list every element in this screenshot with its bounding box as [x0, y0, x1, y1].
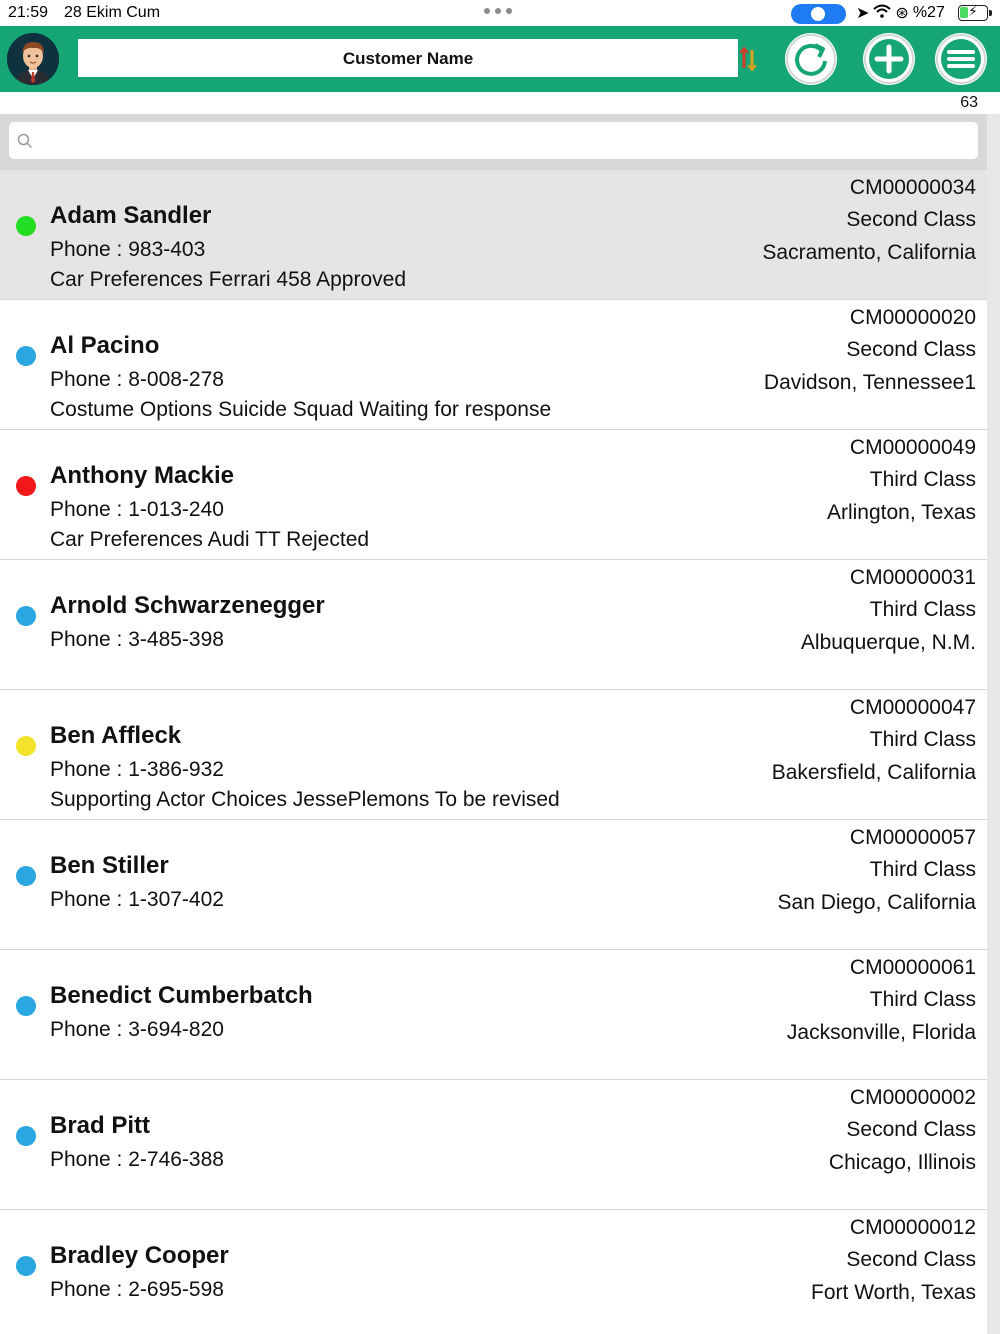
sort-icon[interactable] [738, 46, 758, 72]
battery-icon: ⚡ [958, 5, 988, 21]
customer-code: CM00000049 [849, 436, 976, 459]
customer-code: CM00000057 [849, 826, 976, 849]
customer-class: Third Class [869, 598, 976, 621]
list-item[interactable] [0, 950, 987, 1080]
customer-code: CM00000061 [849, 956, 976, 979]
customer-location: San Diego, California [777, 891, 976, 914]
customer-preference: Costume Options Suicide Squad Waiting for response [50, 398, 552, 421]
page-title: Customer Name [342, 49, 474, 68]
rotation-lock-icon: ⊛ [895, 5, 909, 22]
customer-name: Anthony Mackie [50, 462, 235, 489]
status-dot [16, 346, 36, 366]
customer-phone: Phone : 983-403 [50, 238, 206, 261]
customer-code: CM00000034 [849, 176, 976, 199]
status-dot [16, 736, 36, 756]
customer-preference: Car Preferences Ferrari 458 Approved [50, 268, 407, 291]
customer-name: Bradley Cooper [50, 1242, 229, 1269]
list-item[interactable] [0, 1080, 987, 1210]
battery-percent: %27 [912, 4, 945, 21]
customer-location: Bakersfield, California [771, 761, 976, 784]
customer-location: Albuquerque, N.M. [800, 631, 976, 654]
customer-location: Davidson, Tennessee1 [763, 371, 976, 394]
customer-location: Chicago, Illinois [828, 1151, 976, 1174]
refresh-icon [785, 33, 837, 85]
customer-preference: Supporting Actor Choices JessePlemons To be revised [50, 788, 560, 811]
app-header [0, 26, 1000, 92]
customer-name: Brad Pitt [50, 1112, 151, 1139]
customer-phone: Phone : 3-485-398 [50, 628, 224, 651]
customer-location: Sacramento, California [762, 241, 976, 264]
search-icon [17, 133, 33, 149]
refresh-button[interactable] [785, 33, 837, 85]
customer-class: Third Class [869, 468, 976, 491]
multitask-dots-icon[interactable] [484, 8, 512, 14]
customer-class: Second Class [846, 208, 976, 231]
customer-phone: Phone : 2-746-388 [50, 1148, 224, 1171]
add-customer-button[interactable] [863, 33, 915, 85]
customer-location: Jacksonville, Florida [786, 1021, 976, 1044]
customer-location: Fort Worth, Texas [811, 1281, 976, 1304]
customer-class: Third Class [869, 988, 976, 1011]
customer-code: CM00000012 [849, 1216, 976, 1239]
list-item[interactable] [0, 1210, 987, 1334]
status-dot [16, 1256, 36, 1276]
customer-phone: Phone : 2-695-598 [50, 1278, 224, 1301]
list-item[interactable] [0, 560, 987, 690]
wifi-icon [873, 4, 891, 23]
add-icon [863, 33, 915, 85]
status-dot [16, 606, 36, 626]
status-bar [0, 0, 1000, 26]
customer-location: Arlington, Texas [826, 501, 976, 524]
navigation-pill-icon [791, 4, 846, 24]
customer-list [0, 170, 987, 1334]
location-arrow-icon: ➤ [856, 5, 870, 22]
record-count: 63 [960, 94, 978, 111]
search-bar [0, 114, 987, 170]
status-dot [16, 216, 36, 236]
customer-phone: Phone : 1-013-240 [50, 498, 224, 521]
list-item[interactable] [0, 170, 987, 300]
customer-name: Arnold Schwarzenegger [50, 592, 325, 619]
customer-class: Second Class [846, 1248, 976, 1271]
customer-code: CM00000002 [849, 1086, 976, 1109]
menu-icon [935, 33, 987, 85]
customer-class: Second Class [846, 1118, 976, 1141]
menu-button[interactable] [935, 33, 987, 85]
search-input[interactable] [9, 122, 978, 159]
customer-phone: Phone : 3-694-820 [50, 1018, 224, 1041]
status-dot [16, 866, 36, 886]
customer-phone: Phone : 1-386-932 [50, 758, 224, 781]
avatar[interactable] [7, 33, 59, 85]
customer-code: CM00000047 [849, 696, 976, 719]
scrollbar[interactable] [987, 114, 1000, 1334]
list-item[interactable] [0, 430, 987, 560]
customer-code: CM00000031 [849, 566, 976, 589]
customer-name: Ben Stiller [50, 852, 169, 879]
customer-code: CM00000020 [849, 306, 976, 329]
customer-name: Adam Sandler [50, 202, 212, 229]
status-time: 21:59 [8, 4, 49, 21]
customer-phone: Phone : 8-008-278 [50, 368, 224, 391]
customer-phone: Phone : 1-307-402 [50, 888, 224, 911]
customer-preference: Car Preferences Audi TT Rejected [50, 528, 370, 551]
customer-class: Third Class [869, 858, 976, 881]
customer-name: Al Pacino [50, 332, 160, 359]
list-item[interactable] [0, 820, 987, 950]
list-item[interactable] [0, 300, 987, 430]
status-dot [16, 996, 36, 1016]
status-dot [16, 1126, 36, 1146]
customer-name: Ben Affleck [50, 722, 182, 749]
status-date: 28 Ekim Cum [64, 4, 161, 21]
sort-field-selector[interactable] [78, 39, 738, 77]
customer-class: Second Class [846, 338, 976, 361]
customer-name: Benedict Cumberbatch [50, 982, 313, 1009]
customer-class: Third Class [869, 728, 976, 751]
list-item[interactable] [0, 690, 987, 820]
status-dot [16, 476, 36, 496]
